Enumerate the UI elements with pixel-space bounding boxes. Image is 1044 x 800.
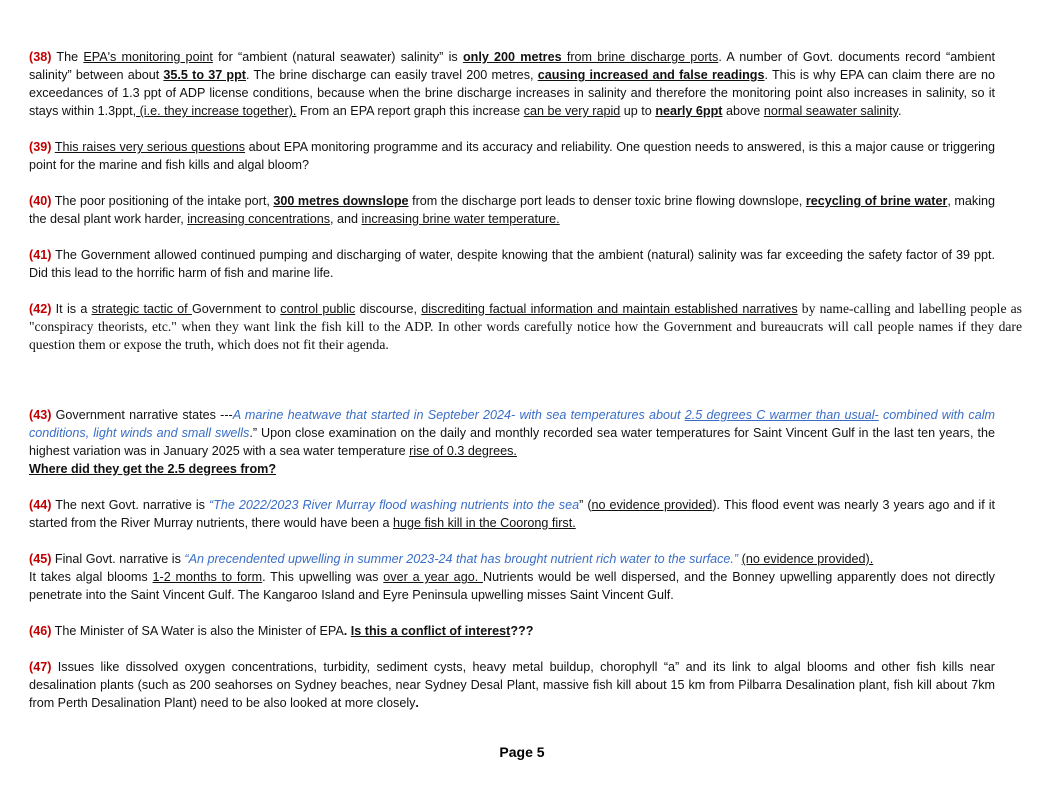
emphasis-text: only 200 metres <box>462 50 562 64</box>
item-number: (38) <box>29 50 52 64</box>
quoted-narrative: A marine heatwave that started in Septeber 2024- with sea temperatures about <box>232 408 685 422</box>
text: Government to <box>191 302 281 316</box>
item-number: (42) <box>29 302 52 316</box>
text: about EPA monitoring programme and its accuracy and reliability. One question needs to answered, is this a major cause or triggering point for the marine and fish kills and algal bloom? <box>29 140 995 172</box>
quoted-narrative: “An precendented upwelling in summer 2023-24 that has brought nutrient rich water to the surface.” <box>184 552 739 566</box>
spacer <box>29 354 995 406</box>
text: above <box>722 104 764 118</box>
text: It is a <box>51 302 92 316</box>
paragraph-47 <box>29 658 995 712</box>
emphasis-text: recycling of brine water <box>805 194 948 208</box>
text: by name-calling and labelling people as "conspiracy theorists, etc." when they want link the fish kill to the ADP. In other words carefully notice how the Government and bureaucrats will call people names if they dare question them or expose the truth, which does not fit their agenda. <box>29 301 1022 352</box>
underlined-text: rise of 0.3 degrees. <box>409 444 517 458</box>
page-number: Page 5 <box>499 744 545 760</box>
underlined-text: 1-2 months to form <box>152 570 263 584</box>
emphasis-text: . <box>343 624 351 638</box>
text: It takes algal blooms <box>29 570 153 584</box>
document-page <box>29 48 1022 712</box>
paragraph-42 <box>29 300 1022 354</box>
quoted-narrative: combined with calm conditions, light winds and small swells <box>29 408 995 440</box>
spacer <box>29 532 995 550</box>
spacer <box>29 228 995 246</box>
paragraph-45 <box>29 550 995 604</box>
text: Nutrients would be well dispersed, and the Bonney upwelling apparently does not directly penetrate into the Saint Vincent Gulf. The Kangaroo Island and Eyre Peninsula upwelling misses Saint Vincent Gulf. <box>29 570 995 602</box>
text: ). This flood event was nearly 3 years ago and if it started from the River Murray nutrients, there would have been a <box>29 498 996 530</box>
paragraph-40 <box>29 192 995 228</box>
text: for “ambient (natural seawater) salinity” is <box>212 50 463 64</box>
item-number: (39) <box>29 140 52 154</box>
underlined-text: no evidence provided <box>591 498 713 512</box>
paragraph-39 <box>29 138 995 174</box>
text: Issues like dissolved oxygen concentrations, turbidity, sediment cysts, heavy metal buildup, chorophyll “a” and its link to algal blooms and other fish kills near desalination plants (such as 200 seahorses on Sydney beaches, near Sydney Desal Plant, massive fish kill about 15 km from Pilbarra Desalination plant, fish kill about 7km from Perth Desalination Plant) need to be also looked at more closely <box>29 660 995 710</box>
paragraph-43 <box>29 406 995 478</box>
spacer <box>29 120 995 138</box>
spacer <box>29 640 995 658</box>
text: Final Govt. narrative is <box>51 552 185 566</box>
underlined-text: discrediting factual information and maintain established narratives <box>421 302 798 316</box>
spacer <box>29 604 995 622</box>
underlined-text: can be very rapid <box>523 104 621 118</box>
underlined-text: This raises very serious questions <box>54 140 246 154</box>
text: ” ( <box>579 498 592 512</box>
emphasis-text: Is this a conflict of interest <box>350 624 511 638</box>
underlined-text: control public <box>280 302 356 316</box>
paragraph-46 <box>29 622 995 640</box>
item-number: (46) <box>29 624 52 638</box>
spacer <box>29 478 995 496</box>
emphasis-text: causing increased and false readings <box>537 68 765 82</box>
text: Government narrative states --- <box>51 408 233 422</box>
text: . The brine discharge can easily travel 200 metres, <box>246 68 538 82</box>
text: . A number of Govt. documents record “ambient salinity” between about <box>29 50 995 82</box>
emphasis-text: 35.5 to 37 ppt <box>163 68 247 82</box>
text: discourse, <box>355 302 422 316</box>
item-number: (47) <box>29 660 52 674</box>
underlined-text: strategic tactic of <box>91 302 192 316</box>
text: . This is why EPA can claim there are no exceedances of 1.3 ppt of ADP license conditions, because when the brine discharge increases in salinity and therefore the monitoring point also increases in salinity, so it stays within 1.3ppt <box>29 68 995 118</box>
underlined-text: EPA's monitoring point <box>83 50 213 64</box>
text: , and <box>330 212 362 226</box>
item-number: (43) <box>29 408 52 422</box>
text: From an EPA report graph this increase <box>296 104 524 118</box>
text: . This upwelling was <box>262 570 384 584</box>
underlined-text: (no evidence provided). <box>741 552 874 566</box>
underlined-text: normal seawater salinity <box>763 104 898 118</box>
text: . <box>897 104 902 118</box>
quoted-narrative: “The 2022/2023 River Murray flood washing nutrients into the sea <box>209 498 580 512</box>
underlined-text: over a year ago. <box>383 570 483 584</box>
item-number: (40) <box>29 194 52 208</box>
underlined-text: , (i.e. they increase together). <box>132 104 297 118</box>
emphasis-text: Where did they get the 2.5 degrees from? <box>29 462 277 476</box>
item-number: (45) <box>29 552 52 566</box>
emphasis-text: ??? <box>510 624 534 638</box>
underlined-text: increasing brine water temperature. <box>361 212 560 226</box>
emphasis-text: 300 metres downslope <box>273 194 409 208</box>
emphasis-text: nearly 6ppt <box>655 104 723 118</box>
text: from the discharge port leads to denser toxic brine flowing downslope, <box>408 194 806 208</box>
paragraph-38 <box>29 48 995 120</box>
item-number: (41) <box>29 248 52 262</box>
text: The next Govt. narrative is <box>51 498 209 512</box>
text: up to <box>620 104 656 118</box>
text: , making the desal plant work harder, <box>29 194 996 226</box>
spacer <box>29 282 995 300</box>
paragraph-41 <box>29 246 995 282</box>
text: The poor positioning of the intake port, <box>51 194 274 208</box>
text: The Minister of SA Water is also the Minister of EPA <box>51 624 344 638</box>
item-number: (44) <box>29 498 52 512</box>
paragraph-44 <box>29 496 995 532</box>
spacer <box>29 174 995 192</box>
emphasis-text: . <box>415 696 419 710</box>
text: The <box>51 50 84 64</box>
text: The Government allowed continued pumping and discharging of water, despite knowing that the ambient (natural) salinity was far exceeding the safety factor of 39 ppt. Did this lead to the horrific harm of fish and marine life. <box>29 248 995 280</box>
underlined-text: increasing concentrations <box>187 212 331 226</box>
underlined-text: from brine discharge ports <box>561 50 719 64</box>
quoted-narrative: 2.5 degrees C warmer than usual- <box>684 408 879 422</box>
underlined-text: huge fish kill in the Coorong first. <box>393 516 576 530</box>
text: .” Upon close examination on the daily and monthly recorded sea water temperatures for Saint Vincent Gulf in the last ten years, the highest variation was in January 2025 with a sea water temperature <box>29 426 995 458</box>
